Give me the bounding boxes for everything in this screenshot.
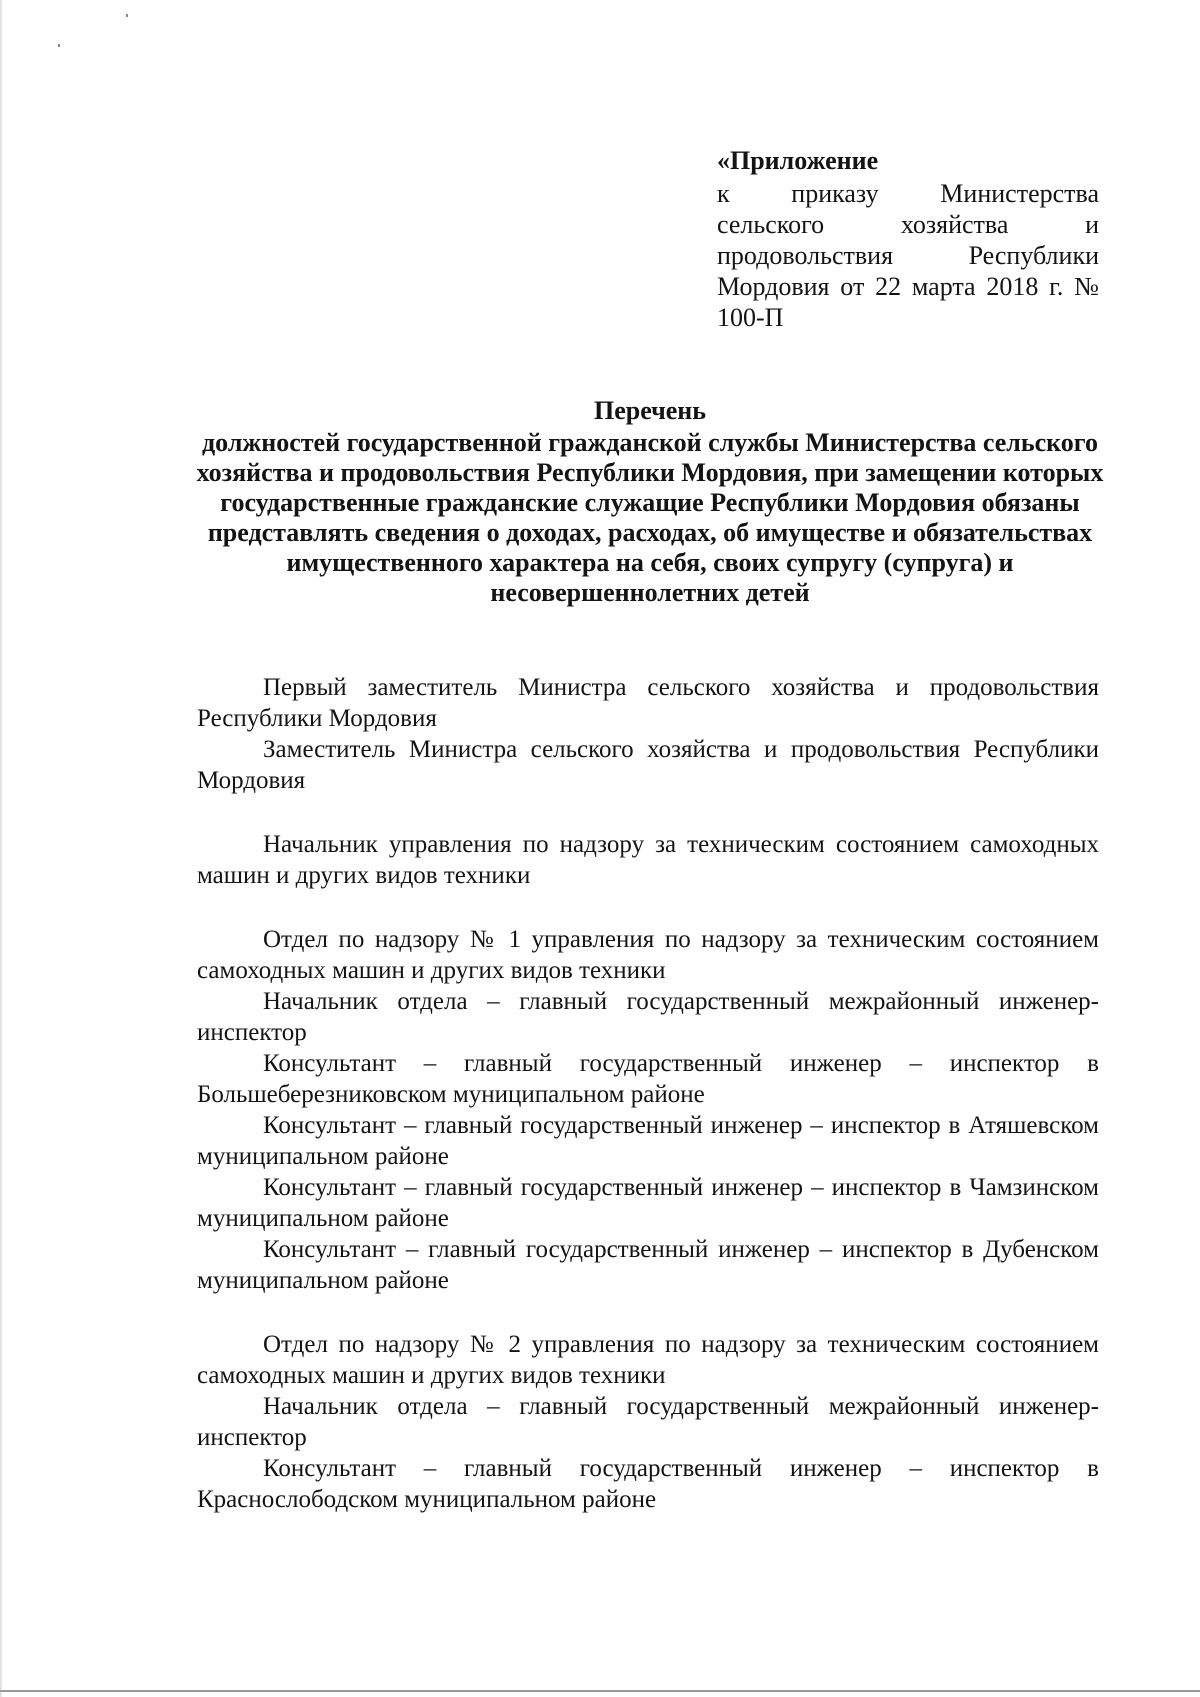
position-entry: Начальник отдела – главный государственный межрайонный инженер-инспектор [197,1393,1099,1451]
appendix-title: «Приложение [717,146,879,175]
appendix-reference: к приказу Министерства сельского хозяйства и продовольствия Республики Мордовия от 22 марта 2018 г. № 100-П [717,179,1099,332]
position-entry: Консультант – главный государственный инженер – инспектор в Чамзинском муниципальном районе [197,1174,1099,1232]
scan-bottom-edge [0,1690,1200,1692]
position-entry: Консультант – главный государственный инженер – инспектор в Большеберезниковском муниципальном районе [197,1050,1099,1108]
position-entry: Заместитель Министра сельского хозяйства и продовольствия Республики Мордовия [197,736,1099,794]
position-entry: Консультант – главный государственный инженер – инспектор в Дубенском муниципальном районе [197,1236,1099,1294]
position-entry: Консультант – главный государственный инженер – инспектор в Атяшевском муниципальном районе [197,1112,1099,1170]
position-entry: Начальник управления по надзору за техническим состоянием самоходных машин и других видов техники [197,831,1099,889]
position-entry: Консультант – главный государственный инженер – инспектор в Краснослободском муниципальном районе [197,1455,1099,1513]
scan-edge [0,0,3,1697]
heading-title: Перечень [593,396,707,425]
document-heading [190,396,1110,608]
positions-list [197,672,1099,1515]
department-heading: Отдел по надзору № 1 управления по надзору за техническим состоянием самоходных машин и других видов техники [197,926,1099,984]
position-entry: Начальник отдела – главный государственный межрайонный инженер-инспектор [197,988,1099,1046]
scan-speck [126,14,128,17]
scan-speck [58,44,60,47]
department-heading: Отдел по надзору № 2 управления по надзору за техническим состоянием самоходных машин и других видов техники [197,1331,1099,1389]
heading-description: должностей государственной гражданской службы Министерства сельского хозяйства и продовольствия Республики Мордовия, при замещении которых государственные гражданские служащие Республики Мордовия обязаны представлять сведения о доходах, расходах, об имуществе и обязательствах имущественного характера на себя, своих супругу (супруга) и несовершеннолетних детей [196,428,1104,607]
appendix-block [717,145,1099,333]
position-entry: Первый заместитель Министра сельского хозяйства и продовольствия Республики Мордовия [197,674,1099,732]
